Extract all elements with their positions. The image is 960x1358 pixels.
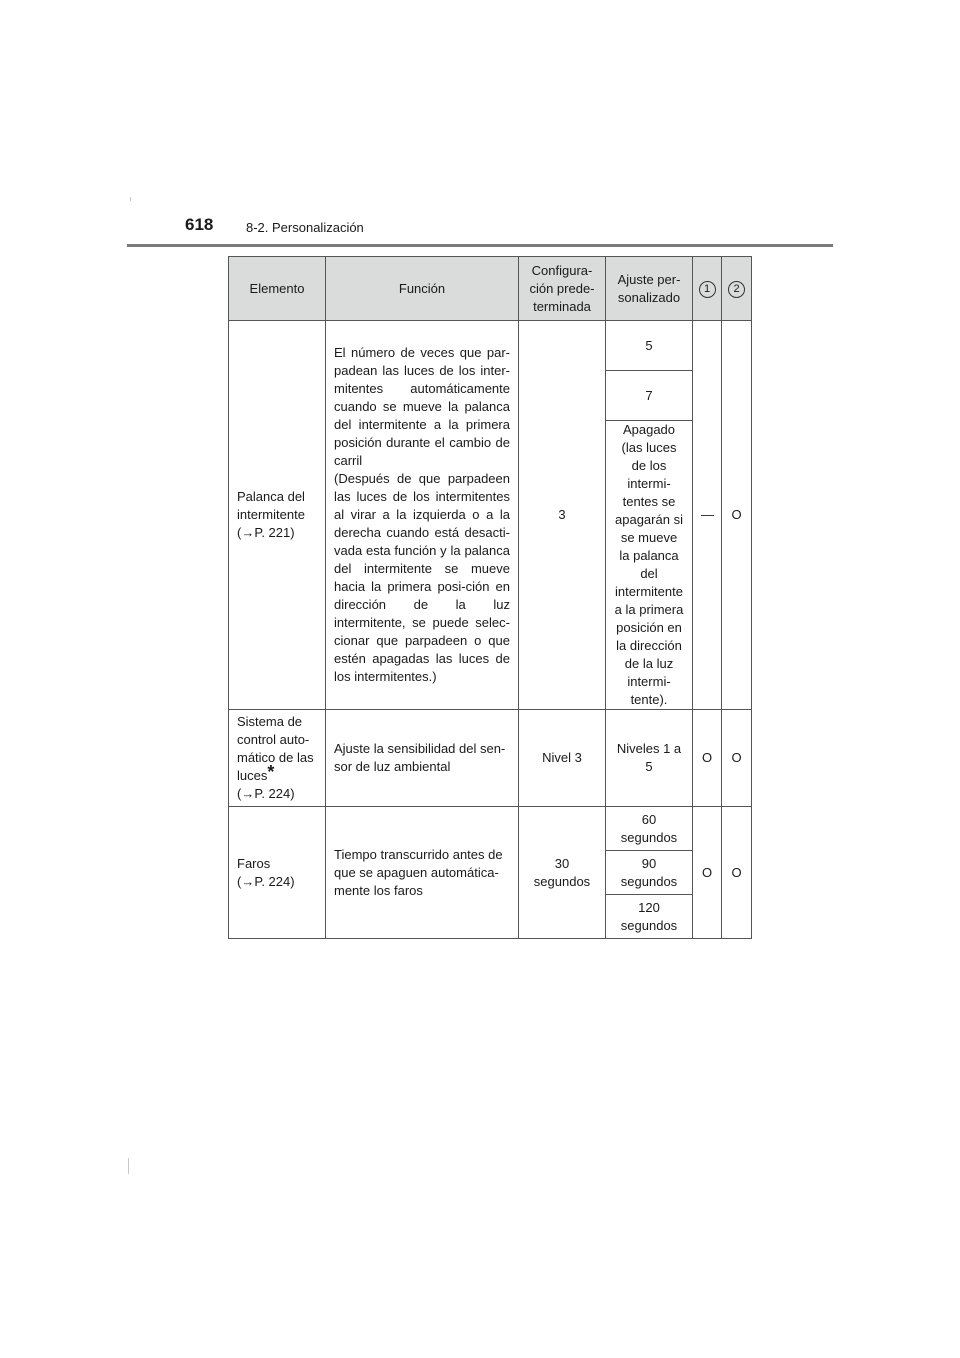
- table-row: [229, 710, 752, 807]
- circled-one-icon: 1: [699, 281, 716, 298]
- column-header-2: [722, 257, 752, 321]
- default-cell: 3: [519, 321, 606, 710]
- table-row: [229, 807, 752, 851]
- page-reference: (→P. 221): [237, 525, 295, 540]
- option-cell: 120 segundos: [606, 895, 693, 939]
- option-cell: Apagado (las luces de los intermi-tentes se apagarán si se mueve la palanca del intermitente a la primera posición en la dirección de la luz intermi-tente).: [606, 421, 693, 710]
- column-header-1: [693, 257, 722, 321]
- option-cell: 60 segundos: [606, 807, 693, 851]
- column-header-function: Función: [326, 257, 519, 321]
- option-cell: Niveles 1 a 5: [606, 710, 693, 807]
- default-cell: Nivel 3: [519, 710, 606, 807]
- option-cell: 5: [606, 321, 693, 371]
- col1-cell: O: [693, 710, 722, 807]
- col2-cell: O: [722, 321, 752, 710]
- column-header-custom: Ajuste per- sonalizado: [606, 257, 693, 321]
- col1-cell: —: [693, 321, 722, 710]
- col2-cell: O: [722, 710, 752, 807]
- section-title: 8-2. Personalización: [246, 220, 364, 235]
- col2-cell: O: [722, 807, 752, 939]
- col1-cell: O: [693, 807, 722, 939]
- element-label: Faros: [237, 855, 271, 871]
- crop-mark: [128, 1158, 129, 1174]
- option-cell: 7: [606, 371, 693, 421]
- settings-table: [228, 256, 752, 939]
- element-cell: [229, 710, 326, 807]
- circled-two-icon: 2: [728, 281, 745, 298]
- asterisk-icon: *: [267, 762, 275, 782]
- page-number: 618: [185, 215, 214, 234]
- element-cell: [229, 321, 326, 710]
- element-label: Palanca del intermitente: [237, 489, 305, 522]
- default-cell: 30 segundos: [519, 807, 606, 939]
- page-reference: (→P. 224): [237, 786, 295, 801]
- table-header-row: [229, 257, 752, 321]
- element-cell: [229, 807, 326, 939]
- column-header-element: Elemento: [229, 257, 326, 321]
- table-row: [229, 321, 752, 371]
- function-cell: Tiempo transcurrido antes de que se apaguen automática-mente los faros: [326, 807, 519, 939]
- column-header-default: Configura- ción prede- terminada: [519, 257, 606, 321]
- function-cell: Ajuste la sensibilidad del sen-sor de luz ambiental: [326, 710, 519, 807]
- function-cell: El número de veces que par-padean las luces de los inter-mitentes automáticamente cuando se mueve la palanca del intermitente a la primera posición durante el cambio de carril (Después de que parpadeen las luces de los intermitentes al virar a la izquierda o a la derecha cuando está desacti-vada esta función y la palanca del intermitente se mueve hacia la primera posi-ción en dirección de la luz intermitente, se puede selec-cionar que parpadeen o que estén apagadas las luces de los intermitentes.): [326, 321, 519, 710]
- page-reference: (→P. 224): [237, 873, 295, 889]
- header-rule: [127, 244, 833, 247]
- crop-mark: [130, 197, 131, 201]
- element-label: Sistema de control auto-mático de las luces: [237, 714, 314, 783]
- option-cell: 90 segundos: [606, 851, 693, 895]
